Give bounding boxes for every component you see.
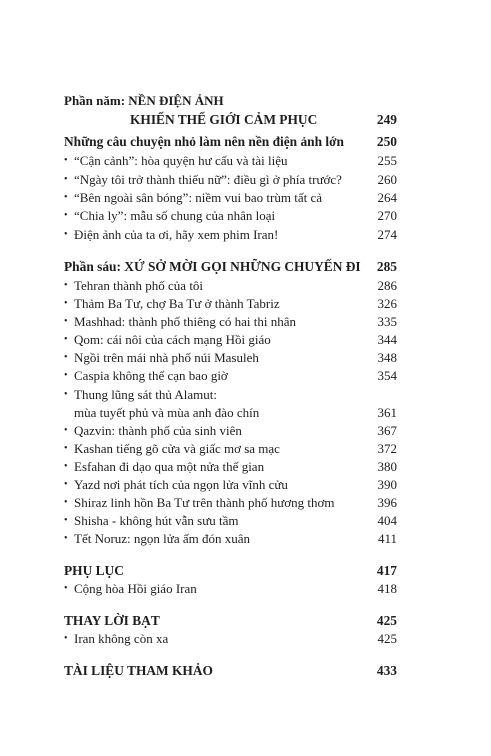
entry-page: 270 <box>377 208 397 223</box>
part6-title: Phần sáu: XỨ SỞ MỜI GỌI NHỮNG CHUYẾN ĐI <box>64 259 361 274</box>
entry-page: 396 <box>377 495 397 510</box>
part6-page: 285 <box>376 259 397 274</box>
appendix-heading <box>64 562 397 580</box>
entry-title: • Điện ảnh của ta ơi, hãy xem phim Iran! <box>64 226 278 244</box>
entry-title: • Qazvin: thành phố của sinh viên <box>64 422 242 440</box>
toc-entry <box>64 494 397 512</box>
toc-entry <box>64 152 397 170</box>
toc-entry <box>64 349 397 367</box>
entry-page: 425 <box>377 631 397 646</box>
entry-page: 286 <box>377 278 397 293</box>
toc-entry-alamut-line2 <box>64 404 397 422</box>
toc-entry <box>64 422 397 440</box>
part5-page: 249 <box>376 112 397 127</box>
entry-title: • “Cận cảnh”: hòa quyện hư cấu và tài liệu <box>64 152 288 170</box>
afterword-page: 425 <box>376 613 397 628</box>
entry-page: 380 <box>377 459 397 474</box>
entry-page: 326 <box>377 296 397 311</box>
entry-page: 418 <box>377 581 397 596</box>
toc-entry <box>64 331 397 349</box>
part6-heading <box>64 258 397 276</box>
entry-page: 411 <box>377 531 397 546</box>
entry-title: • Mashhad: thành phố thiêng có hai thi nhân <box>64 313 296 331</box>
entry-page: 260 <box>377 172 397 187</box>
toc-entry <box>64 367 397 385</box>
toc-entry <box>64 189 397 207</box>
appendix-title: PHỤ LỤC <box>64 563 124 578</box>
entry-page: 354 <box>377 368 397 383</box>
toc-entry <box>64 580 397 598</box>
toc-entry <box>64 476 397 494</box>
entry-page: 264 <box>377 190 397 205</box>
references-page: 433 <box>376 663 397 678</box>
entry-page: 404 <box>377 513 397 528</box>
entry-title: • Shiraz linh hồn Ba Tư trên thành phố hương thơm <box>64 494 335 512</box>
afterword-title: THAY LỜI BẠT <box>64 613 160 628</box>
entry-title: • “Ngày tôi trở thành thiếu nữ”: điều gì ở phía trước? <box>64 171 342 189</box>
entry-page: 344 <box>377 332 397 347</box>
section-page: 250 <box>376 134 397 149</box>
toc-entry <box>64 440 397 458</box>
toc-entry <box>64 207 397 225</box>
toc-entry <box>64 171 397 189</box>
entry-title: • Kashan tiếng gõ cửa và giấc mơ sa mạc <box>64 440 280 458</box>
entry-title: • Caspia không thể cạn bao giờ <box>64 367 228 385</box>
entry-title: • “Chia ly”: mẫu số chung của nhân loại <box>64 207 275 225</box>
part5-title-line1: Phần năm: NỀN ĐIỆN ẢNH <box>64 93 224 108</box>
entry-title: • Shisha - không hút vẫn sưu tầm <box>64 512 238 530</box>
entry-title: • Thảm Ba Tư, chợ Ba Tư ở thành Tabriz <box>64 295 280 313</box>
toc-entry <box>64 295 397 313</box>
toc-entry <box>64 277 397 295</box>
entry-title: • Yazd nơi phát tích của ngọn lửa vĩnh cửu <box>64 476 288 494</box>
entry-page: 390 <box>377 477 397 492</box>
entry-page: 372 <box>377 441 397 456</box>
afterword-heading <box>64 612 397 630</box>
part5-heading <box>64 111 397 129</box>
part5-title-line2: KHIẾN THẾ GIỚI CẢM PHỤC <box>130 112 318 127</box>
entry-title: • Cộng hòa Hồi giáo Iran <box>64 580 197 598</box>
appendix-page: 417 <box>376 563 397 578</box>
entry-title-continuation: mùa tuyết phủ và mùa anh đào chín <box>74 405 260 420</box>
entry-title: • Esfahan đi dạo qua một nửa thế gian <box>64 458 264 476</box>
entry-page: 255 <box>377 153 397 168</box>
toc-entry <box>64 226 397 244</box>
entry-title: • “Bên ngoài sân bóng”: niềm vui bao trùm tất cả <box>64 189 322 207</box>
toc-entry <box>64 630 397 648</box>
entry-title: • Qom: cái nôi của cách mạng Hồi giáo <box>64 331 271 349</box>
toc-entry <box>64 512 397 530</box>
entry-page: 361 <box>377 405 397 420</box>
entry-title: • Tehran thành phố của tôi <box>64 277 203 295</box>
entry-title: • Iran không còn xa <box>64 630 168 648</box>
toc-entry <box>64 530 397 548</box>
toc-entry <box>64 313 397 331</box>
references-title: TÀI LIỆU THAM KHẢO <box>64 663 213 678</box>
section-title: Những câu chuyện nhỏ làm nên nền điện ảnh lớn <box>64 134 345 149</box>
entry-page: 274 <box>377 227 397 242</box>
entry-title: • Tết Noruz: ngọn lửa ấm đón xuân <box>64 530 250 548</box>
toc-entry-alamut-line1 <box>64 386 397 404</box>
entry-title: • Ngồi trên mái nhà phố núi Masuleh <box>64 349 259 367</box>
references-heading <box>64 662 397 680</box>
toc-entry-section <box>64 133 397 151</box>
entry-page: 367 <box>377 423 397 438</box>
toc-entry <box>64 458 397 476</box>
entry-title: • Thung lũng sát thủ Alamut: <box>64 386 217 404</box>
entry-page: 335 <box>377 314 397 329</box>
entry-page: 348 <box>377 350 397 365</box>
